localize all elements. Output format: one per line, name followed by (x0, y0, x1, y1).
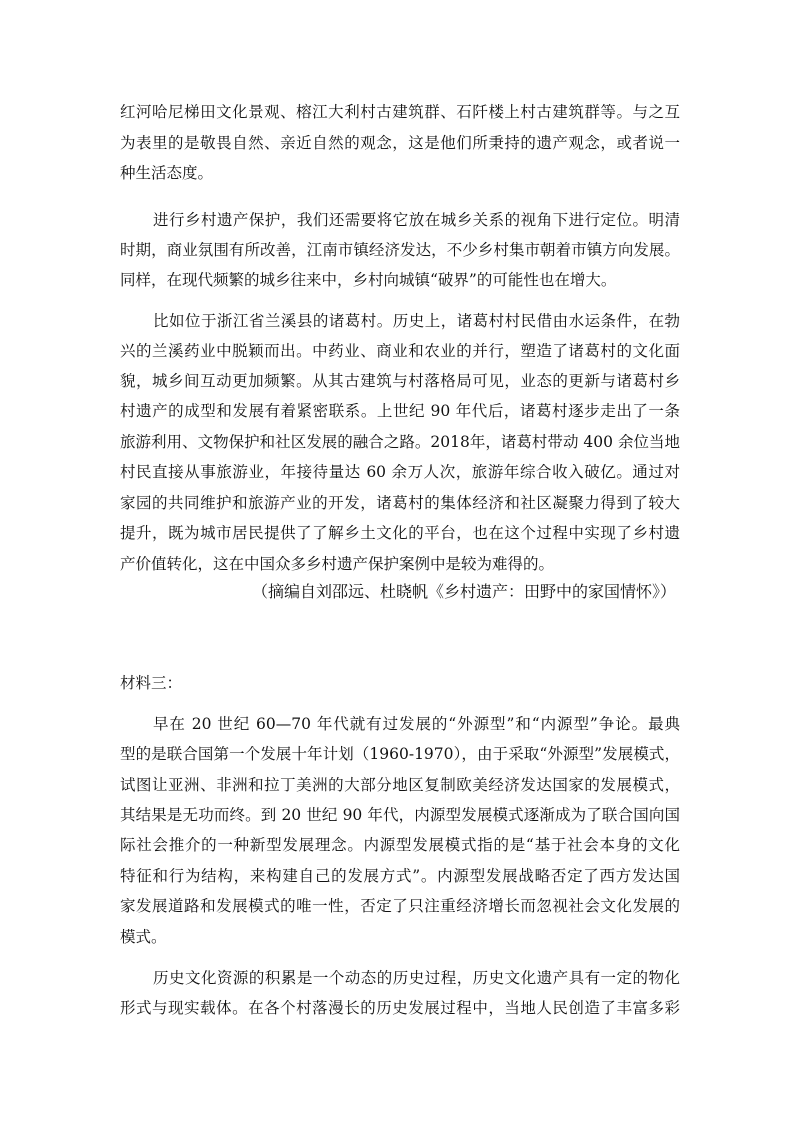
paragraph-4-line-7: 家发展道路和发展模式的唯一性，否定了只注重经济增长而忽视社会文化发展的 (120, 897, 680, 915)
paragraph-2-line-3: 同样，在现代频繁的城乡往来中，乡村向城镇“破界”的可能性也在增大。 (120, 271, 617, 289)
paragraph-4-line-1: 早在 20 世纪 60—70 年代就有过发展的“外源型”和“内源型”争论。最典 (153, 715, 680, 733)
paragraph-4-line-8: 模式。 (120, 928, 167, 946)
paragraph-2-line-2: 时期，商业氛围有所改善，江南市镇经济发达，不少乡村集市朝着市镇方向发展。 (120, 241, 680, 259)
paragraph-3-line-5: 旅游利用、文物保护和社区发展的融合之路。2018年，诸葛村带动 400 余位当地 (120, 433, 680, 451)
paragraph-1-line-2: 为表里的是敬畏自然、亲近自然的观念，这是他们所秉持的遗产观念，或者说一 (120, 134, 680, 152)
paragraph-4-line-2: 型的是联合国第一个发展十年计划（1960-1970），由于采取“外源型”发展模式， (120, 745, 680, 763)
paragraph-1-line-3: 种生活态度。 (120, 164, 214, 182)
paragraph-3-line-6: 村民直接从事旅游业，年接待量达 60 余万人次，旅游年综合收入破亿。通过对 (120, 463, 680, 481)
paragraph-3-line-4: 村遗产的成型和发展有着紧密联系。上世纪 90 年代后，诸葛村逐步走出了一条 (120, 402, 680, 420)
paragraph-3-line-1: 比如位于浙江省兰溪县的诸葛村。历史上，诸葛村村民借由水运条件，在勃 (153, 312, 680, 330)
paragraph-3-line-8: 提升，既为城市居民提供了了解乡土文化的平台，也在这个过程中实现了乡村遗 (120, 524, 680, 542)
paragraph-4-line-5: 际社会推介的一种新型发展理念。内源型发展模式指的是“基于社会本身的文化 (120, 836, 680, 854)
source-citation: （摘编自刘邵远、杜晓帆《乡村遗产：田野中的家国情怀》） (252, 582, 677, 601)
section-heading: 材料三： (120, 674, 183, 692)
paragraph-1-line-1: 红河哈尼梯田文化景观、榕江大利村古建筑群、石阡楼上村古建筑群等。与之互 (120, 103, 680, 121)
paragraph-4-line-3: 试图让亚洲、非洲和拉丁美洲的大部分地区复制欧美经济发达国家的发展模式， (120, 776, 680, 794)
paragraph-3-line-9: 产价值转化，这在中国众多乡村遗产保护案例中是较为难得的。 (120, 555, 555, 573)
paragraph-5-line-2: 形式与现实载体。在各个村落漫长的历史发展过程中，当地人民创造了丰富多彩 (120, 999, 680, 1017)
paragraph-3-line-3: 貌，城乡间互动更加频繁。从其古建筑与村落格局可见，业态的更新与诸葛村乡 (120, 372, 680, 390)
paragraph-2-line-1: 进行乡村遗产保护，我们还需要将它放在城乡关系的视角下进行定位。明清 (153, 211, 680, 229)
paragraph-3-line-7: 家园的共同维护和旅游产业的开发，诸葛村的集体经济和社区凝聚力得到了较大 (120, 494, 680, 512)
paragraph-3-line-2: 兴的兰溪药业中脱颖而出。中药业、商业和农业的并行，塑造了诸葛村的文化面 (120, 342, 680, 360)
paragraph-5-line-1: 历史文化资源的积累是一个动态的历史过程，历史文化遗产具有一定的物化 (153, 969, 680, 987)
paragraph-4-line-4: 其结果是无功而终。到 20 世纪 90 年代，内源型发展模式逐渐成为了联合国向国 (120, 806, 680, 824)
paragraph-4-line-6: 特征和行为结构，来构建自己的发展方式”。内源型发展战略否定了西方发达国 (120, 867, 680, 885)
